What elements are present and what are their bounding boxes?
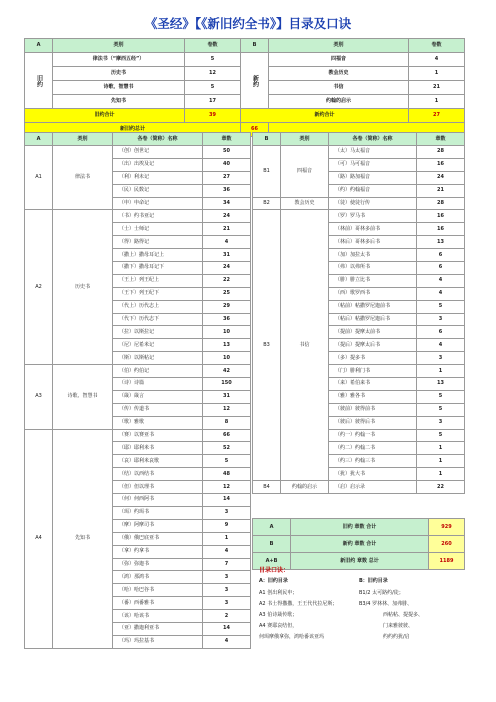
old-book-name: （摩）阿摩司书 bbox=[113, 519, 203, 532]
new-book-chapters: 22 bbox=[417, 481, 465, 494]
new-category-name: 书信 bbox=[269, 81, 409, 95]
old-book-name: （出）出埃及记 bbox=[113, 158, 203, 171]
new-header-category: 类别 bbox=[281, 133, 329, 146]
old-book-chapters: 29 bbox=[203, 300, 251, 313]
old-book-chapters: 10 bbox=[203, 352, 251, 365]
old-book-name: （该）哈该书 bbox=[113, 610, 203, 623]
old-book-chapters: 42 bbox=[203, 365, 251, 378]
new-book-name: （约）约翰福音 bbox=[329, 184, 417, 197]
new-book-name: （彼后）彼得后书 bbox=[329, 416, 417, 429]
mnemonic-section bbox=[259, 565, 469, 655]
mnemonic-a-line: A4 赛耶哀结但， bbox=[259, 623, 298, 629]
old-book-name: （哈）哈巴谷书 bbox=[113, 584, 203, 597]
new-book-name: （犹）犹大书 bbox=[329, 468, 417, 481]
old-book-chapters: 31 bbox=[203, 390, 251, 403]
chapter-total-value: 929 bbox=[429, 519, 465, 536]
new-book-chapters: 5 bbox=[417, 429, 465, 442]
chapter-totals-table bbox=[252, 518, 465, 570]
mnemonic-b-line: B3/4 罗林林、加弗腓、 bbox=[359, 601, 413, 607]
grand-total-label: 新旧约总计 bbox=[25, 123, 241, 137]
new-total-value: 27 bbox=[409, 109, 465, 123]
old-group-code: A1 bbox=[25, 146, 53, 210]
chapter-total-code: B bbox=[253, 536, 291, 553]
mnemonic-a-line: A2 书士得撒撒，王王代代拉尼斯； bbox=[259, 601, 338, 607]
new-book-name: （来）希伯来书 bbox=[329, 378, 417, 391]
top-header-volumes-b: 卷数 bbox=[409, 39, 465, 53]
new-book-name: （雅）雅各书 bbox=[329, 390, 417, 403]
table-row bbox=[253, 210, 465, 223]
table-row bbox=[25, 429, 251, 442]
new-category-count: 21 bbox=[409, 81, 465, 95]
mnemonic-a-line: 何珥摩俄拿弥，鸿哈番该亚玛 bbox=[259, 634, 325, 640]
new-category-count: 4 bbox=[409, 53, 465, 67]
old-book-name: （拉）以斯拉记 bbox=[113, 326, 203, 339]
new-book-name: （彼前）彼得前书 bbox=[329, 403, 417, 416]
old-book-chapters: 50 bbox=[203, 146, 251, 159]
old-book-name: （王上）列王纪上 bbox=[113, 274, 203, 287]
old-testament-table bbox=[24, 132, 251, 649]
old-book-chapters: 12 bbox=[203, 403, 251, 416]
new-book-name: （可）马可福音 bbox=[329, 158, 417, 171]
new-book-name: （林前）哥林多前书 bbox=[329, 223, 417, 236]
old-category-count: 12 bbox=[185, 67, 241, 81]
new-header-chapters: 章数 bbox=[417, 133, 465, 146]
new-book-name: （提后）提摩太后书 bbox=[329, 339, 417, 352]
old-book-name: （箴）箴言 bbox=[113, 390, 203, 403]
old-header-books: 各卷（简称）名称 bbox=[113, 133, 203, 146]
new-book-name: （路）路加福音 bbox=[329, 171, 417, 184]
old-group-code: A3 bbox=[25, 365, 53, 429]
old-book-chapters: 2 bbox=[203, 610, 251, 623]
old-testament-label: 旧约 bbox=[25, 53, 53, 109]
new-book-chapters: 5 bbox=[417, 403, 465, 416]
new-book-chapters: 4 bbox=[417, 339, 465, 352]
new-book-name: （徒）使徒行传 bbox=[329, 197, 417, 210]
old-book-chapters: 14 bbox=[203, 622, 251, 635]
old-group-name: 先知书 bbox=[53, 429, 113, 648]
new-testament-label: 新约 bbox=[241, 53, 269, 109]
old-book-name: （得）路得记 bbox=[113, 236, 203, 249]
table-row bbox=[25, 146, 251, 159]
new-book-chapters: 21 bbox=[417, 184, 465, 197]
new-group-name: 书信 bbox=[281, 210, 329, 481]
old-book-name: （撒上）撒母耳记上 bbox=[113, 249, 203, 262]
old-book-chapters: 52 bbox=[203, 442, 251, 455]
old-book-chapters: 21 bbox=[203, 223, 251, 236]
old-header-category: 类别 bbox=[53, 133, 113, 146]
old-book-name: （代下）历代志下 bbox=[113, 313, 203, 326]
table-row bbox=[253, 146, 465, 159]
old-book-chapters: 36 bbox=[203, 184, 251, 197]
new-book-chapters: 1 bbox=[417, 468, 465, 481]
old-category-name: 历史书 bbox=[53, 67, 185, 81]
old-book-chapters: 3 bbox=[203, 584, 251, 597]
new-book-name: （弗）以弗所书 bbox=[329, 262, 417, 275]
old-book-chapters: 34 bbox=[203, 197, 251, 210]
top-summary-table bbox=[24, 38, 465, 137]
new-book-chapters: 6 bbox=[417, 249, 465, 262]
old-book-chapters: 22 bbox=[203, 274, 251, 287]
new-book-chapters: 3 bbox=[417, 313, 465, 326]
new-group-code: B3 bbox=[253, 210, 281, 481]
new-category-count: 1 bbox=[409, 95, 465, 109]
old-book-chapters: 4 bbox=[203, 545, 251, 558]
old-total-value: 39 bbox=[185, 109, 241, 123]
old-book-name: （王下）列王纪下 bbox=[113, 287, 203, 300]
old-group-name: 诗歌、智慧书 bbox=[53, 365, 113, 429]
new-book-name: （林后）哥林多后书 bbox=[329, 236, 417, 249]
old-header-chapters: 章数 bbox=[203, 133, 251, 146]
mnemonic-b-line: 西帖帖、提提多、 bbox=[383, 612, 424, 618]
old-book-chapters: 8 bbox=[203, 416, 251, 429]
old-book-chapters: 24 bbox=[203, 210, 251, 223]
new-book-chapters: 16 bbox=[417, 210, 465, 223]
top-header-category: 类别 bbox=[53, 39, 185, 53]
old-book-name: （利）利未记 bbox=[113, 171, 203, 184]
old-book-name: （珥）约珥书 bbox=[113, 506, 203, 519]
old-header-code: A bbox=[25, 133, 53, 146]
new-book-name: （帖后）帖撒罗尼迦后书 bbox=[329, 313, 417, 326]
old-book-name: （玛）玛拉基书 bbox=[113, 635, 203, 648]
chapter-total-code: A bbox=[253, 519, 291, 536]
old-book-name: （何）何西阿书 bbox=[113, 494, 203, 507]
new-header-books: 各卷（简称）名称 bbox=[329, 133, 417, 146]
old-book-chapters: 14 bbox=[203, 494, 251, 507]
chapter-total-label: 新旧约 章数 总计 bbox=[291, 553, 429, 570]
old-book-name: （士）士师记 bbox=[113, 223, 203, 236]
old-book-chapters: 3 bbox=[203, 571, 251, 584]
old-book-name: （民）民数记 bbox=[113, 184, 203, 197]
new-group-name: 四福音 bbox=[281, 146, 329, 198]
new-book-name: （约二）约翰二书 bbox=[329, 442, 417, 455]
new-group-code: B4 bbox=[253, 481, 281, 494]
new-book-chapters: 4 bbox=[417, 287, 465, 300]
old-book-chapters: 7 bbox=[203, 558, 251, 571]
new-group-code: B2 bbox=[253, 197, 281, 210]
old-book-name: （俄）俄巴底亚书 bbox=[113, 532, 203, 545]
mnemonic-b-line: B1/2 太可路约/徒； bbox=[359, 590, 404, 596]
new-book-chapters: 1 bbox=[417, 365, 465, 378]
old-book-name: （申）申命记 bbox=[113, 197, 203, 210]
page-title: 《圣经》【《新旧约全书》】目录及口诀 bbox=[144, 16, 352, 31]
mnemonic-a-line: A1 创出利民申； bbox=[259, 590, 298, 596]
new-book-chapters: 3 bbox=[417, 352, 465, 365]
old-book-chapters: 48 bbox=[203, 468, 251, 481]
old-category-name: 律法书（“摩西五经”） bbox=[53, 53, 185, 67]
old-book-name: （伯）约伯记 bbox=[113, 365, 203, 378]
new-book-chapters: 1 bbox=[417, 455, 465, 468]
top-header-category-b: 类别 bbox=[269, 39, 409, 53]
old-book-name: （创）创世记 bbox=[113, 146, 203, 159]
top-header-volumes: 卷数 bbox=[185, 39, 241, 53]
old-book-chapters: 9 bbox=[203, 519, 251, 532]
new-book-chapters: 6 bbox=[417, 326, 465, 339]
new-group-name: 教会历史 bbox=[281, 197, 329, 210]
new-book-name: （罗）罗马书 bbox=[329, 210, 417, 223]
old-category-name: 先知书 bbox=[53, 95, 185, 109]
mnemonic-b-heading: B：旧约目录 bbox=[359, 578, 388, 584]
chapter-total-label: 新约 章数 合计 bbox=[291, 536, 429, 553]
new-book-chapters: 16 bbox=[417, 158, 465, 171]
chapter-total-value: 1189 bbox=[429, 553, 465, 570]
new-category-name: 四福音 bbox=[269, 53, 409, 67]
new-book-name: （太）马太福音 bbox=[329, 146, 417, 159]
mnemonic-b-line: 约约约犹/启 bbox=[383, 634, 410, 640]
mnemonic-b-line: 门来雅彼彼、 bbox=[383, 623, 414, 629]
old-book-name: （斯）以斯帖记 bbox=[113, 352, 203, 365]
chapter-total-value: 260 bbox=[429, 536, 465, 553]
table-row bbox=[253, 197, 465, 210]
old-book-name: （撒下）撒母耳记下 bbox=[113, 262, 203, 275]
top-header-a: A bbox=[25, 39, 53, 53]
old-book-name: （耶）耶利米书 bbox=[113, 442, 203, 455]
old-category-name: 诗歌、智慧书 bbox=[53, 81, 185, 95]
top-header-b: B bbox=[241, 39, 269, 53]
old-book-name: （哀）耶利米哀歌 bbox=[113, 455, 203, 468]
new-book-name: （腓）腓立比书 bbox=[329, 274, 417, 287]
old-book-chapters: 4 bbox=[203, 635, 251, 648]
table-row bbox=[25, 210, 251, 223]
new-book-chapters: 3 bbox=[417, 416, 465, 429]
new-group-name: 约翰的启示 bbox=[281, 481, 329, 494]
new-book-name: （加）加拉太书 bbox=[329, 249, 417, 262]
old-category-count: 17 bbox=[185, 95, 241, 109]
new-book-name: （门）腓利门书 bbox=[329, 365, 417, 378]
old-book-chapters: 3 bbox=[203, 597, 251, 610]
old-book-chapters: 31 bbox=[203, 249, 251, 262]
new-book-chapters: 13 bbox=[417, 236, 465, 249]
old-book-chapters: 10 bbox=[203, 326, 251, 339]
new-book-name: （约三）约翰三书 bbox=[329, 455, 417, 468]
old-category-count: 5 bbox=[185, 81, 241, 95]
new-category-name: 约翰的启示 bbox=[269, 95, 409, 109]
old-book-chapters: 5 bbox=[203, 455, 251, 468]
old-book-name: （赛）以赛亚书 bbox=[113, 429, 203, 442]
old-book-name: （代上）历代志上 bbox=[113, 300, 203, 313]
new-book-chapters: 1 bbox=[417, 442, 465, 455]
new-category-name: 教会历史 bbox=[269, 67, 409, 81]
old-book-chapters: 1 bbox=[203, 532, 251, 545]
mnemonic-title: 目录口诀： bbox=[259, 567, 290, 574]
old-group-name: 律法书 bbox=[53, 146, 113, 210]
old-book-chapters: 25 bbox=[203, 287, 251, 300]
new-book-chapters: 13 bbox=[417, 378, 465, 391]
old-book-name: （鸿）那鸿书 bbox=[113, 571, 203, 584]
new-book-name: （西）歌罗西书 bbox=[329, 287, 417, 300]
new-book-chapters: 5 bbox=[417, 300, 465, 313]
old-book-chapters: 36 bbox=[203, 313, 251, 326]
old-book-chapters: 13 bbox=[203, 339, 251, 352]
old-book-name: （尼）尼希米记 bbox=[113, 339, 203, 352]
old-book-chapters: 24 bbox=[203, 262, 251, 275]
old-book-name: （拿）约拿书 bbox=[113, 545, 203, 558]
new-book-name: （多）提多书 bbox=[329, 352, 417, 365]
new-book-name: （帖前）帖撒罗尼迦前书 bbox=[329, 300, 417, 313]
new-header-code: B bbox=[253, 133, 281, 146]
new-testament-table bbox=[252, 132, 465, 494]
new-book-chapters: 4 bbox=[417, 274, 465, 287]
old-book-name: （番）西番雅书 bbox=[113, 597, 203, 610]
old-book-chapters: 4 bbox=[203, 236, 251, 249]
old-book-name: （结）以西结书 bbox=[113, 468, 203, 481]
old-book-chapters: 150 bbox=[203, 378, 251, 391]
old-book-name: （但）但以理书 bbox=[113, 481, 203, 494]
old-category-count: 5 bbox=[185, 53, 241, 67]
old-book-chapters: 40 bbox=[203, 158, 251, 171]
old-book-name: （弥）弥迦书 bbox=[113, 558, 203, 571]
new-book-chapters: 5 bbox=[417, 390, 465, 403]
chapter-total-code: A+B bbox=[253, 553, 291, 570]
new-book-name: （启）启示录 bbox=[329, 481, 417, 494]
new-book-chapters: 28 bbox=[417, 197, 465, 210]
old-group-code: A4 bbox=[25, 429, 53, 648]
old-book-chapters: 66 bbox=[203, 429, 251, 442]
old-book-chapters: 27 bbox=[203, 171, 251, 184]
old-book-name: （传）传道书 bbox=[113, 403, 203, 416]
mnemonic-a-line: A3 伯诗箴传歌； bbox=[259, 612, 298, 618]
old-group-code: A2 bbox=[25, 210, 53, 365]
new-book-chapters: 16 bbox=[417, 223, 465, 236]
table-row bbox=[25, 365, 251, 378]
mnemonic-a-heading: A：旧约目录 bbox=[259, 578, 288, 584]
grand-total-value: 66 bbox=[241, 123, 269, 137]
old-book-chapters: 3 bbox=[203, 506, 251, 519]
old-book-name: （歌）雅歌 bbox=[113, 416, 203, 429]
new-group-code: B1 bbox=[253, 146, 281, 198]
old-total-label: 旧约合计 bbox=[25, 109, 185, 123]
new-book-name: （提前）提摩太前书 bbox=[329, 326, 417, 339]
new-book-chapters: 6 bbox=[417, 262, 465, 275]
new-book-name: （约一）约翰一书 bbox=[329, 429, 417, 442]
old-group-name: 历史书 bbox=[53, 210, 113, 365]
new-book-chapters: 28 bbox=[417, 146, 465, 159]
new-category-count: 1 bbox=[409, 67, 465, 81]
old-book-name: （诗）诗篇 bbox=[113, 378, 203, 391]
table-row bbox=[253, 481, 465, 494]
new-total-label: 新约合计 bbox=[241, 109, 409, 123]
old-book-chapters: 12 bbox=[203, 481, 251, 494]
old-book-name: （书）约书亚记 bbox=[113, 210, 203, 223]
chapter-total-label: 旧约 章数 合计 bbox=[291, 519, 429, 536]
new-book-chapters: 24 bbox=[417, 171, 465, 184]
old-book-name: （亚）撒迦利亚书 bbox=[113, 622, 203, 635]
